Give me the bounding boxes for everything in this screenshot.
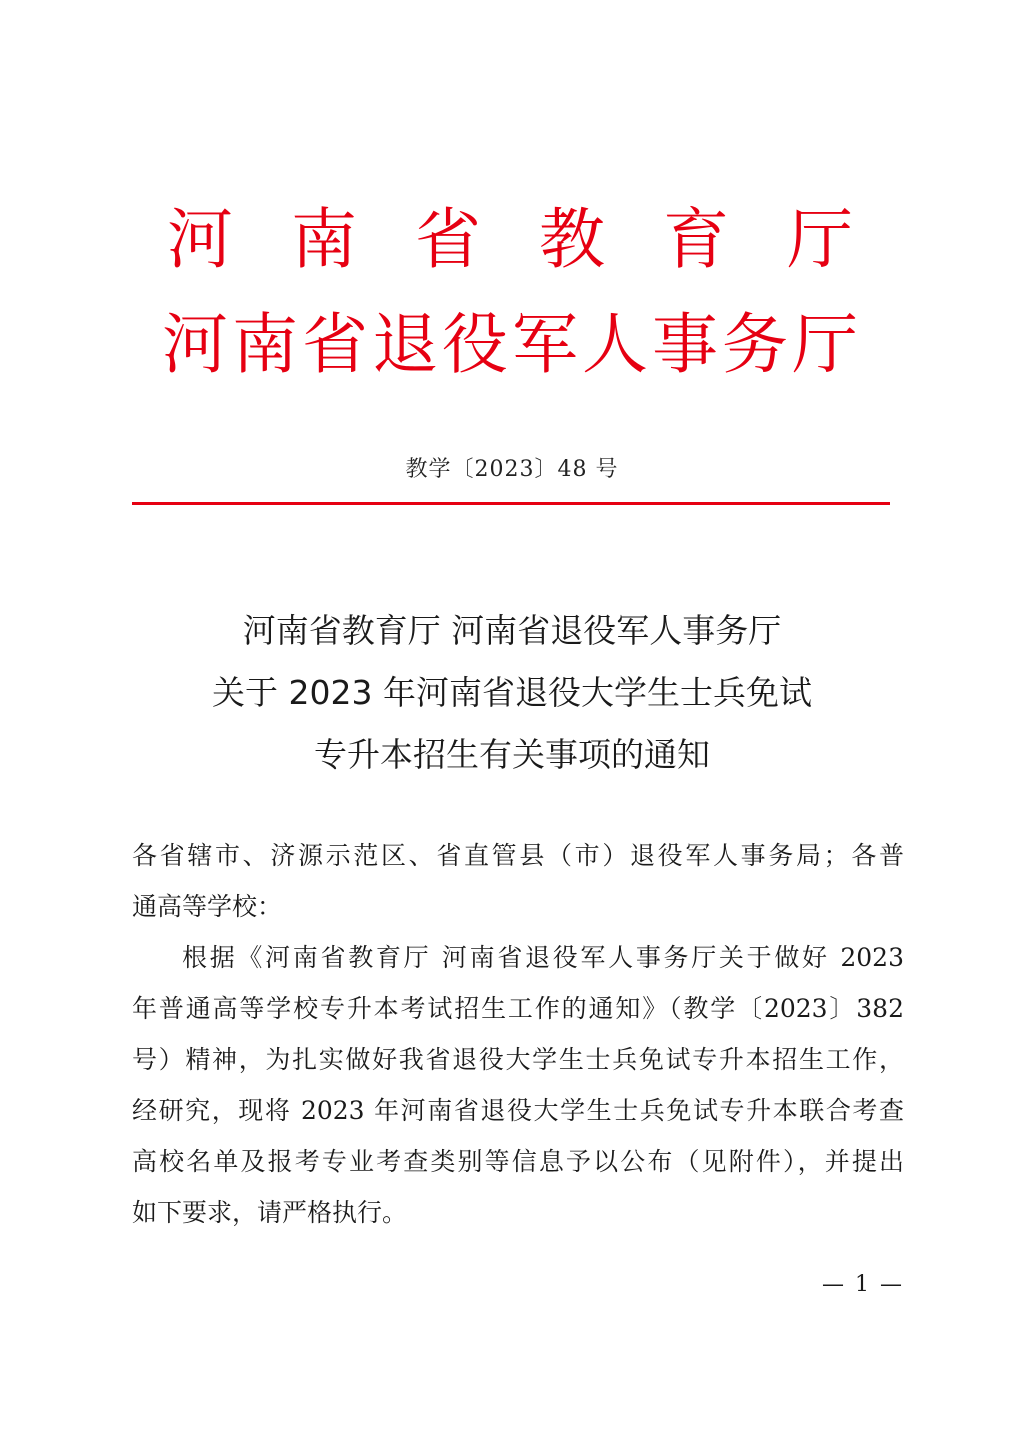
notice-title-line: 专升本招生有关事项的通知 (314, 735, 710, 774)
page-number: — 1 — (822, 1272, 904, 1297)
paragraph-line: 年普通高等学校专升本考试招生工作的通知》（教学〔2023〕382 (132, 994, 904, 1023)
issuer-1-char: 厅 (787, 201, 853, 278)
issuer-1-char: 南 (291, 201, 357, 278)
issuer-2-char: 人 (582, 306, 648, 383)
notice-title-line: 关于 2023 年河南省退役大学生士兵免试 (212, 673, 812, 712)
paragraph-line: 如下要求，请严格执行。 (132, 1198, 408, 1227)
red-divider-line (132, 502, 890, 505)
notice-title-line: 河南省教育厅 河南省退役军人事务厅 (242, 611, 782, 650)
issuer-1-char: 教 (539, 201, 605, 278)
paragraph-line: 经研究，现将 2023 年河南省退役大学生士兵免试专升本联合考查 (132, 1096, 904, 1125)
issuer-1-char: 育 (663, 201, 729, 278)
issuer-2-char: 军 (512, 306, 578, 383)
paragraph-line: 号）精神，为扎实做好我省退役大学生士兵免试专升本招生工作， (132, 1045, 904, 1074)
paragraph-line: 高校名单及报考专业考查类别等信息予以公布（见附件），并提出 (132, 1147, 904, 1176)
issuer-2-char: 省 (302, 306, 368, 383)
paragraph-line: 根据《河南省教育厅 河南省退役军人事务厅关于做好 2023 (182, 943, 904, 972)
issuer-2-char: 河 (162, 306, 228, 383)
issuer-2-char: 退 (372, 306, 438, 383)
notice-body (132, 830, 904, 1238)
salutation-line: 各省辖市、济源示范区、省直管县（市）退役军人事务局；各普 (132, 841, 904, 870)
issuer-2-char: 厅 (792, 306, 858, 383)
issuer-1-char: 河 (167, 201, 233, 278)
issuer-2-char: 事 (652, 306, 718, 383)
issuer-2-char: 役 (442, 306, 508, 383)
issuer-2-char: 南 (232, 306, 298, 383)
issuer-1-char: 省 (415, 201, 481, 278)
notice-title (0, 600, 1024, 786)
issuer-education-department (160, 200, 860, 280)
salutation-line: 通高等学校： (132, 892, 283, 921)
issuer-veterans-department (160, 305, 860, 385)
issuer-2-char: 务 (722, 306, 788, 383)
document-number: 教学〔2023〕48 号 (405, 457, 619, 482)
